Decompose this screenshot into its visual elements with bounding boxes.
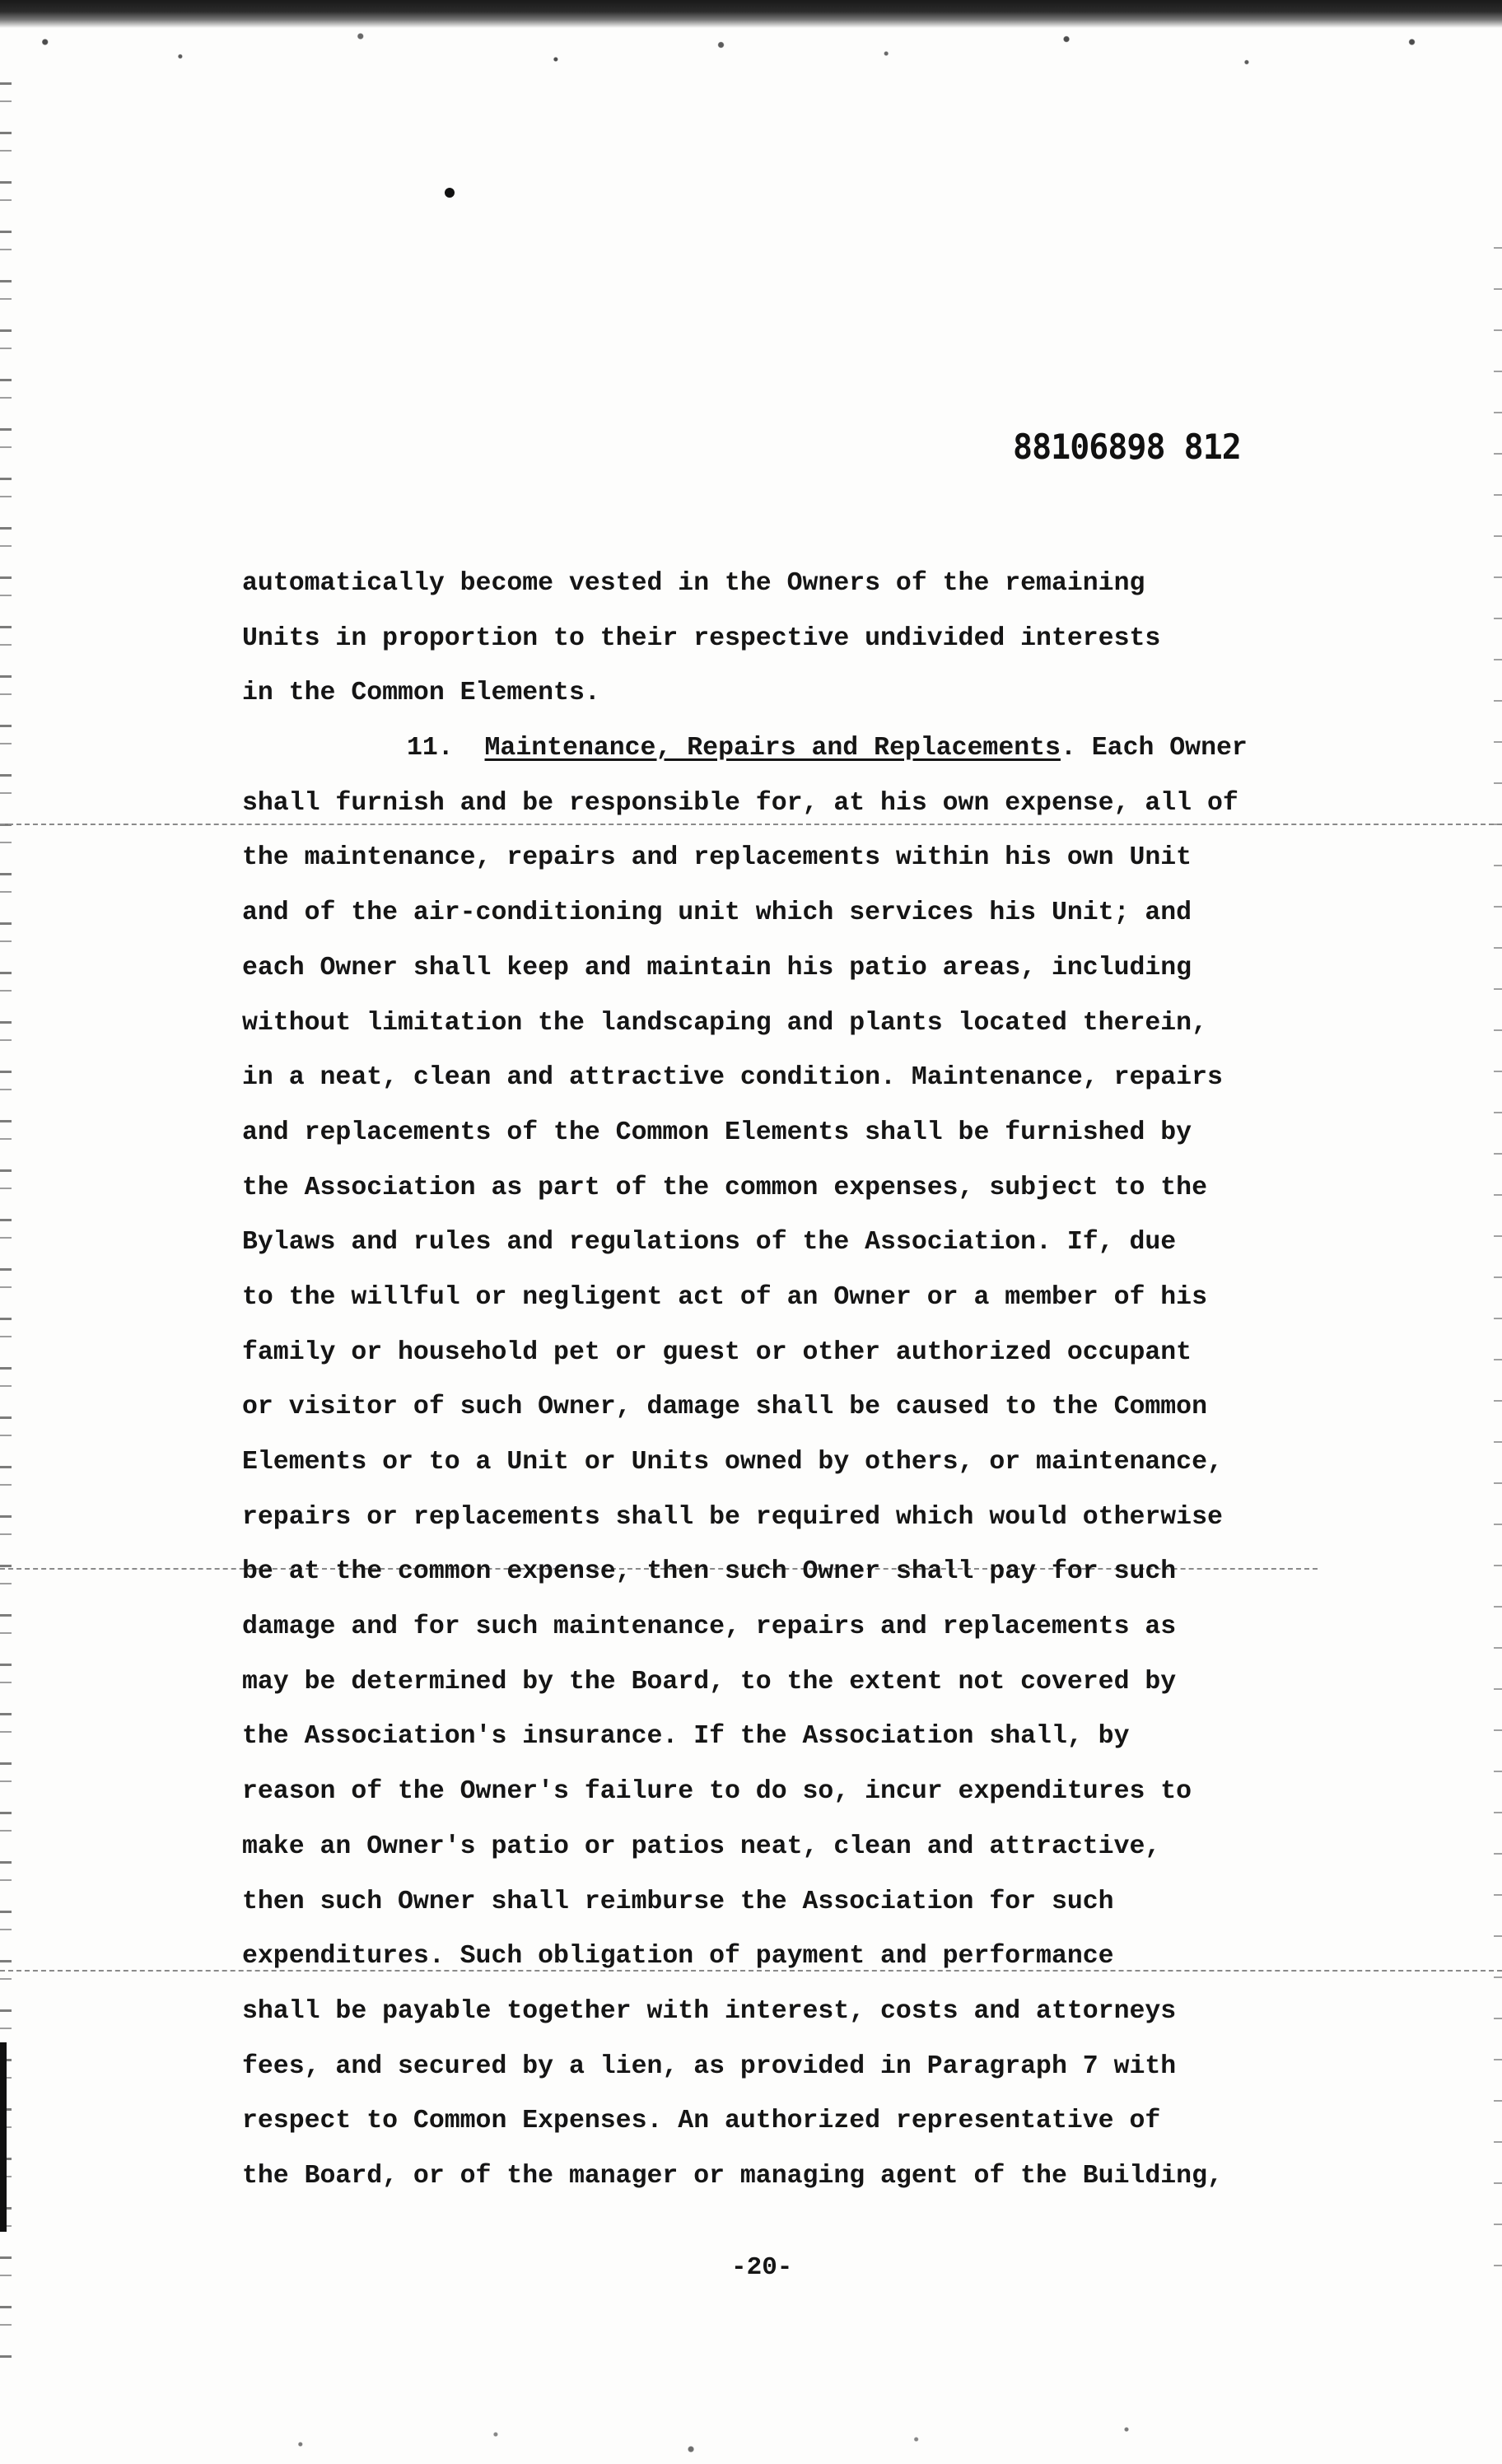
body-line: and of the air-conditioning unit which services his Unit; and xyxy=(242,898,1192,928)
body-line: be at the common expense, then such Owner shall pay for such xyxy=(242,1557,1177,1587)
document-body xyxy=(242,557,1362,2205)
body-line: then such Owner shall reimburse the Association for such xyxy=(242,1887,1114,1916)
scan-border-left xyxy=(0,82,12,2372)
scan-edge-mark xyxy=(0,2042,7,2232)
body-line: each Owner shall keep and maintain his patio areas, including xyxy=(242,953,1192,982)
scan-border-right xyxy=(1494,247,1502,2306)
body-line: without limitation the landscaping and plants located therein, xyxy=(242,1008,1207,1038)
section-heading-line xyxy=(242,721,1362,777)
body-line: the maintenance, repairs and replacements within his own Unit xyxy=(242,843,1192,873)
body-line: Bylaws and rules and regulations of the Association. If, due xyxy=(242,1228,1177,1258)
scan-border-top xyxy=(0,0,1502,28)
body-line: and replacements of the Common Elements shall be furnished by xyxy=(242,1118,1192,1147)
body-line: damage and for such maintenance, repairs and replacements as xyxy=(242,1612,1177,1642)
recording-number: 88106898 812 xyxy=(1013,427,1241,467)
scan-noise-bottom xyxy=(0,2415,1502,2464)
body-line: shall be payable together with interest, costs and attorneys xyxy=(242,1996,1177,2026)
body-line: in a neat, clean and attractive condition. Maintenance, repairs xyxy=(242,1063,1223,1093)
body-line: Elements or to a Unit or Units owned by others, or maintenance, xyxy=(242,1448,1223,1477)
stray-ink-dot xyxy=(445,188,455,198)
body-line: in the Common Elements. xyxy=(242,679,600,708)
body-line: automatically become vested in the Owners of the remaining xyxy=(242,569,1145,598)
body-line: the Association's insurance. If the Association shall, by xyxy=(242,1722,1130,1752)
body-line: or visitor of such Owner, damage shall be caused to the Common xyxy=(242,1393,1207,1422)
body-line: the Association as part of the common expenses, subject to the xyxy=(242,1173,1207,1202)
body-line: may be determined by the Board, to the extent not covered by xyxy=(242,1667,1177,1696)
body-line: expenditures. Such obligation of payment and performance xyxy=(242,1942,1114,1972)
body-line: reason of the Owner's failure to do so, incur expenditures to xyxy=(242,1777,1192,1807)
page-number: -20- xyxy=(731,2253,793,2282)
body-line: make an Owner's patio or patios neat, clean and attractive, xyxy=(242,1832,1161,1861)
scan-noise-top xyxy=(0,25,1502,82)
body-line: fees, and secured by a lien, as provided in Paragraph 7 with xyxy=(242,2051,1177,2081)
section-number: 11. xyxy=(407,734,454,763)
section-heading-rest: . Each Owner xyxy=(1060,734,1248,763)
body-line: repairs or replacements shall be required which would otherwise xyxy=(242,1502,1223,1532)
section-heading: Maintenance, Repairs and Replacements xyxy=(484,734,1061,763)
body-line: the Board, or of the manager or managing agent of the Building, xyxy=(242,2161,1223,2191)
body-line: Units in proportion to their respective undivided interests xyxy=(242,623,1161,653)
body-line: shall furnish and be responsible for, at his own expense, all of xyxy=(242,788,1238,818)
body-line: family or household pet or guest or other authorized occupant xyxy=(242,1337,1192,1367)
body-line: respect to Common Expenses. An authorized representative of xyxy=(242,2107,1161,2136)
body-line: to the willful or negligent act of an Owner or a member of his xyxy=(242,1282,1207,1312)
